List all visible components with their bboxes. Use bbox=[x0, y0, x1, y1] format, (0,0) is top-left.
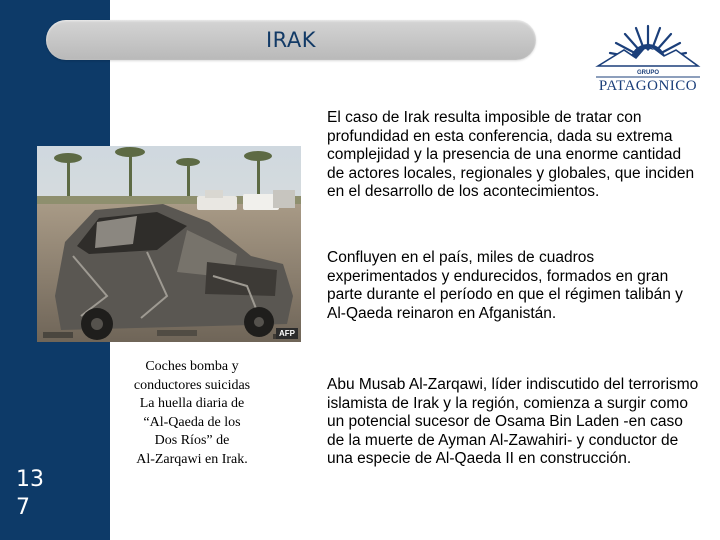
caption-line: Al-Zarqawi en Irak. bbox=[136, 451, 248, 467]
body-paragraph-3: Abu Musab Al-Zarqawi, líder indiscutido del terrorismo islamista de Irak y la región, comienza a surgir como un potencial sucesor de Osama Bin Laden -en caso de la muerte de Ayman Al-Zawahiri- y conductor de una especie de Al-Qaeda II en construcción. bbox=[327, 376, 699, 468]
logo-name-text: PATAGONICO bbox=[598, 78, 698, 94]
body-paragraph-1: El caso de Irak resulta imposible de tratar con profundidad en esta conferencia, dada su extrema complejidad y la presencia de una enorme cantidad de actores locales, regionales y globales, que inciden en el desarrollo de los acontecimientos. bbox=[327, 109, 695, 201]
title-bar bbox=[46, 20, 536, 60]
logo-mark-icon bbox=[590, 20, 706, 96]
caption-line: La huella diaria de bbox=[139, 396, 245, 411]
wrecked-car-image bbox=[37, 146, 301, 342]
caption-line: Dos Ríos” de bbox=[154, 433, 230, 448]
photo-caption bbox=[114, 358, 270, 469]
grupo-patagonico-logo bbox=[590, 20, 706, 96]
slide-number: 13 7 bbox=[16, 467, 44, 520]
caption-line: “Al-Qaeda de los bbox=[143, 414, 241, 430]
logo-small-text: GRUPO bbox=[636, 70, 660, 76]
caption-line: conductores suicidas bbox=[133, 377, 251, 393]
body-paragraph-2: Confluyen en el país, miles de cuadros experimentados y endurecidos, formados en gran parte durante el período en que el régimen talibán y Al-Qaeda reinaron en Afganistán. bbox=[327, 249, 683, 322]
slide-title: IRAK bbox=[265, 28, 317, 52]
caption-line: Coches bomba y bbox=[145, 359, 239, 374]
car-bomb-photo bbox=[37, 146, 301, 342]
photo-credit-label: AFP bbox=[276, 328, 298, 339]
